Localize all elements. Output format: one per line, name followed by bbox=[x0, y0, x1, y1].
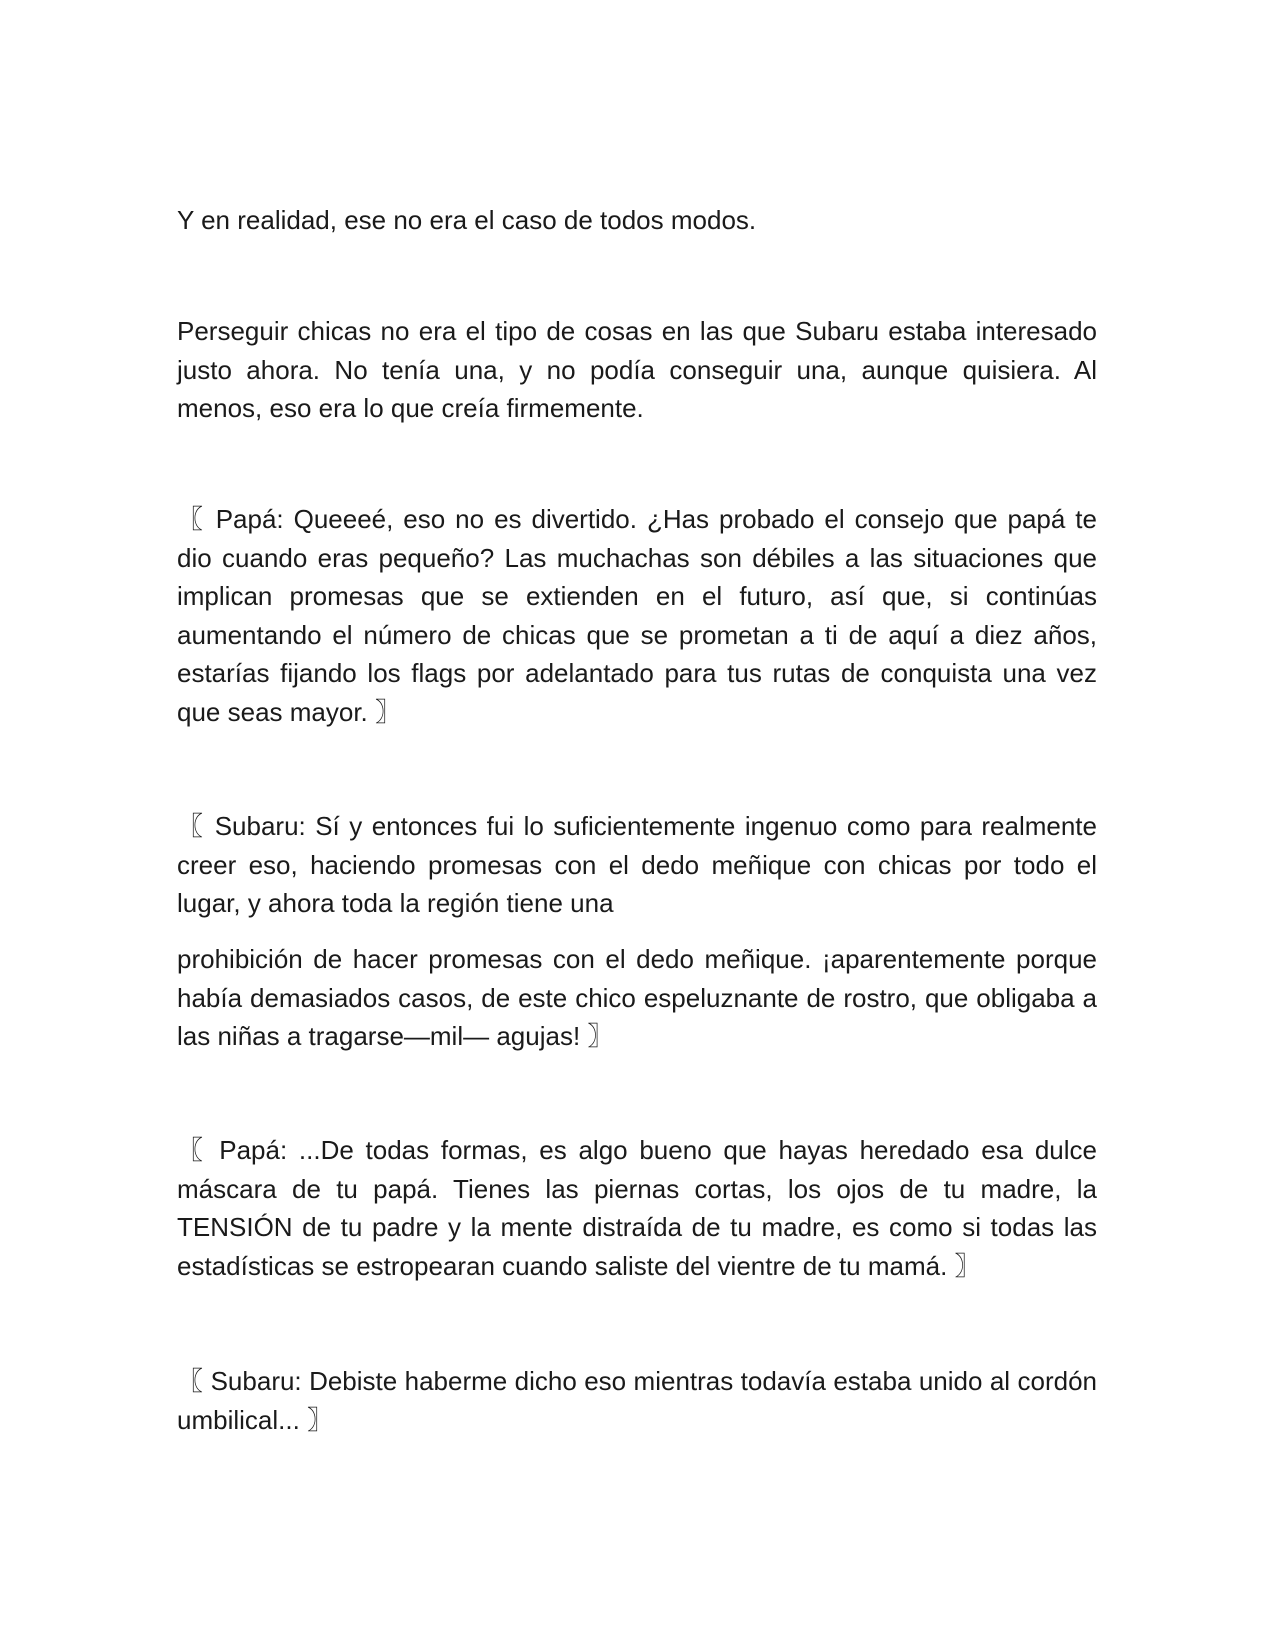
paragraph-1: Y en realidad, ese no era el caso de todos modos. bbox=[177, 205, 757, 235]
paragraph-2: Perseguir chicas no era el tipo de cosas en las que Subaru estaba interesado justo ahora. No tenía una, y no podía conseguir una, aunque quisiera. Al menos, eso era lo que creía firmemente. bbox=[177, 316, 1097, 423]
paragraph-4: 〖 Subaru: Sí y entonces fui lo suficientemente ingenuo como para realmente creer eso, haciendo promesas con el dedo meñique con chicas por todo el lugar, y ahora toda la región tiene una bbox=[177, 811, 1097, 918]
paragraph-5: prohibición de hacer promesas con el dedo meñique. ¡aparentemente porque había demasiados casos, de este chico espeluznante de rostro, que obligaba a las niñas a tragarse—mil— agujas! 〗 bbox=[177, 944, 1097, 1051]
paragraph-6: 〖 Papá: ...De todas formas, es algo bueno que hayas heredado esa dulce máscara de tu papá. Tienes las piernas cortas, los ojos de tu madre, la TENSIÓN de tu padre y la mente distraída de tu madre, es como si todas las estadísticas se estropearan cuando saliste del vientre de tu mamá. 〗 bbox=[177, 1135, 1097, 1281]
paragraph-7: 〖 Subaru: Debiste haberme dicho eso mientras todavía estaba unido al cordón umbilical... 〗 bbox=[177, 1366, 1097, 1435]
paragraph-3: 〖 Papá: Queeeé, eso no es divertido. ¿Has probado el consejo que papá te dio cuando eras pequeño? Las muchachas son débiles a las situaciones que implican promesas que se extienden en el futuro, así que, si continúas aumentando el número de chicas que se prometan a ti de aquí a diez años, estarías fijando los flags por adelantado para tus rutas de conquista una vez que seas mayor. 〗 bbox=[177, 504, 1097, 727]
